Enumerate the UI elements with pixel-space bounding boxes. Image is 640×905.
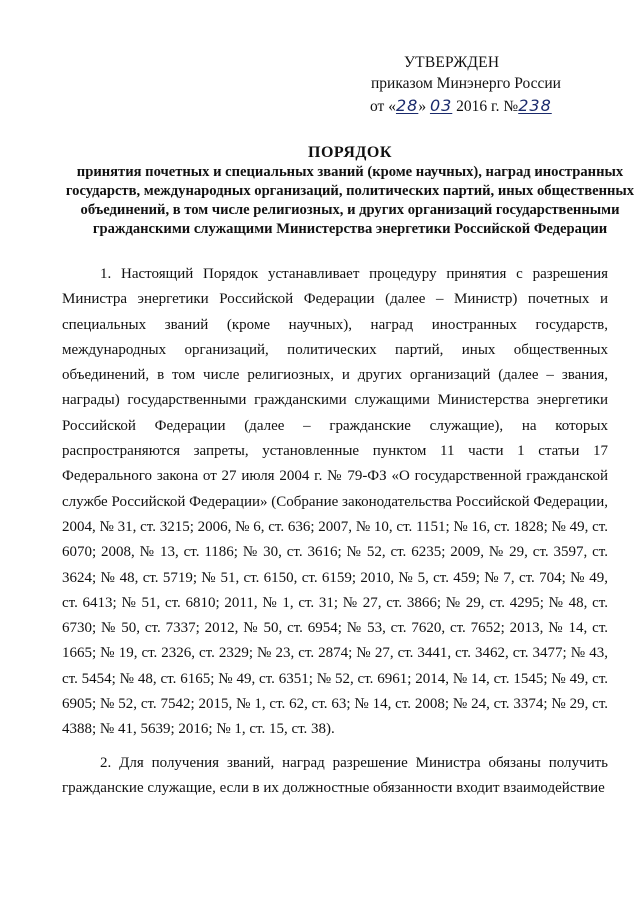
paragraph-2: 2. Для получения званий, наград разрешение Министра обязаны получить гражданские служащие, если в их должностные обязанности входит взаимодействие: [62, 754, 608, 796]
handwritten-day: 28: [395, 96, 419, 115]
date-year: 2016 г. №: [456, 98, 519, 115]
handwritten-order-number: 238: [518, 96, 552, 115]
approval-order-line: приказом Минэнерго России: [371, 75, 561, 92]
date-quote-close: »: [418, 98, 427, 115]
document-title: ПОРЯДОК: [308, 144, 392, 161]
approval-date-line: [370, 95, 620, 117]
approval-stamp: [370, 52, 620, 117]
paragraph-1: 1. Настоящий Порядок устанавливает процедуру принятия с разрешения Министра энергетики Российской Федерации (далее – Министр) почетных и специальных званий (кроме научных), наград иностранных государств, международных организаций, политических партий, иных общественных объединений, в том числе религиозных, и других организаций (далее – звания, награды) государственными гражданскими служащими Министерства энергетики Российской Федерации (далее – гражданские служащие), на которых распространяются запреты, установленные пунктом 11 части 1 статьи 17 Федерального закона от 27 июля 2004 г. № 79-ФЗ «О государственной гражданской службе Российской Федерации» (Собрание законодательства Российской Федерации, 2004, № 31, ст. 3215; 2006, № 6, ст. 636; 2007, № 10, ст. 1151; № 16, ст. 1828; № 49, ст. 6070; 2008, № 13, ст. 1186; № 30, ст. 3616; № 52, ст. 6235; 2009, № 29, ст. 3597, ст. 3624; № 48, ст. 5719; № 51, ст. 6150, ст. 6159; 2010, № 5, ст. 459; № 7, ст. 704; № 49, ст. 6413; № 51, ст. 6810; 2011, № 1, ст. 31; № 27, ст. 3866; № 29, ст. 4295; № 48, ст. 6730; № 50, ст. 7337; 2012, № 50, ст. 6954; № 53, ст. 7620, ст. 7652; 2013, № 14, ст. 1665; № 19, ст. 2326, ст. 2329; № 23, ст. 2874; № 27, ст. 3441, ст. 3462, ст. 3477; № 43, ст. 5454; № 48, ст. 6165; № 49, ст. 6351; № 52, ст. 6961; 2014, № 14, ст. 1545; № 49, ст. 6905; № 52, ст. 7542; 2015, № 1, ст. 62, ст. 63; № 14, ст. 2008; № 24, ст. 3374; № 29, ст. 4388; № 41, 5639; 2016; № 1, ст. 15, ст. 38).: [62, 266, 608, 738]
handwritten-month: 03: [429, 96, 453, 115]
date-prefix: от «: [370, 98, 396, 115]
document-subtitle: принятия почетных и специальных званий (кроме научных), наград иностранных государств, международных организаций, политических партий, иных общественных объединений, в том числе религиозных, и других организаций государственными гражданскими служащими Министерства энергетики Российской Федерации: [65, 164, 635, 237]
approval-title: УТВЕРЖДЕН: [404, 54, 500, 71]
document-body: [62, 262, 608, 801]
